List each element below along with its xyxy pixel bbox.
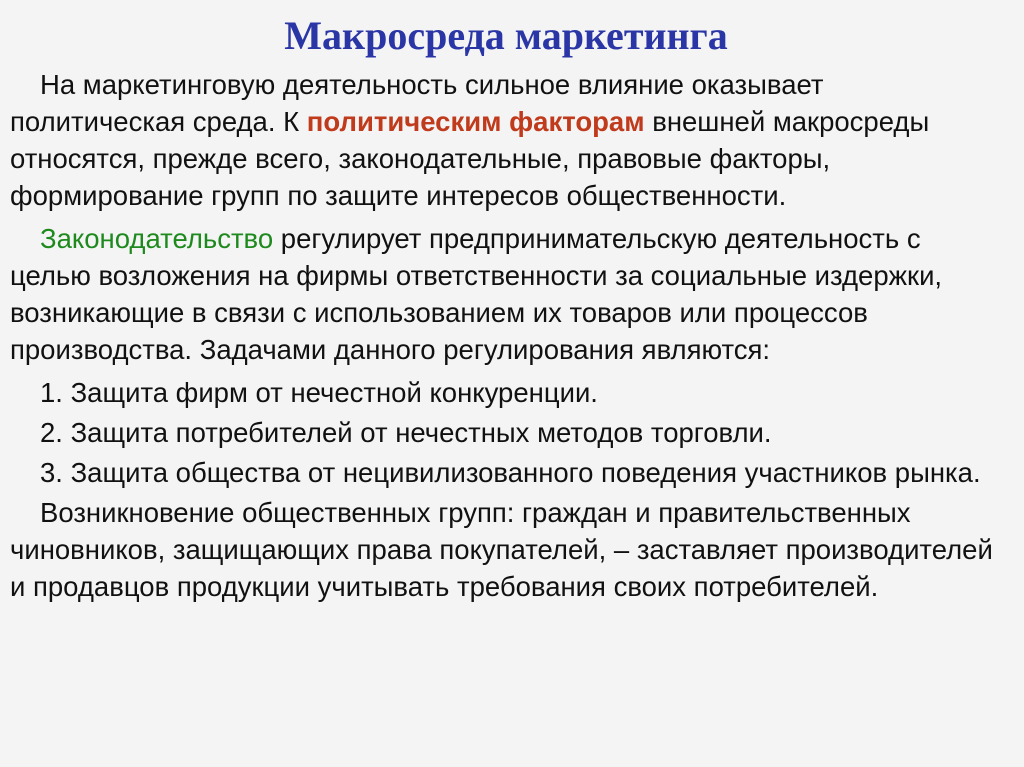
list-item: 3. Защита общества от нецивилизованного поведения участников рынка. — [40, 457, 981, 488]
slide-body — [10, 66, 1002, 605]
list-item: 2. Защита потребителей от нечестных методов торговли. — [40, 417, 772, 448]
paragraph-legislation — [10, 220, 1002, 368]
slide-title: Макросреда маркетинга — [284, 13, 728, 58]
legislation-highlight: Законодательство — [40, 223, 274, 254]
paragraph-public-groups: Возникновение общественных групп: граждан и правительственных чиновников, защищающих права покупателей, – заставляет производителей и продавцов продукции учитывать требования своих потребителей. — [10, 497, 993, 602]
paragraph-text: внешней макросреды относятся, прежде всего, законодательные, правовые факторы, формирование групп по защите интересов общественности. — [10, 106, 930, 211]
political-factors-highlight: политическим факторам — [306, 106, 645, 137]
paragraph-political-environment — [10, 66, 1002, 214]
paragraph-text: регулирует предпринимательскую деятельность с целью возложения на фирмы ответственности за социальные издержки, возникающие в связи с использованием их товаров или процессов производства. Задачами данного регулирования являются: — [10, 223, 943, 365]
list-item: 1. Защита фирм от нечестной конкуренции. — [40, 377, 598, 408]
paragraph-text: На маркетинговую деятельность сильное влияние оказывает политическая среда. К — [10, 69, 824, 137]
